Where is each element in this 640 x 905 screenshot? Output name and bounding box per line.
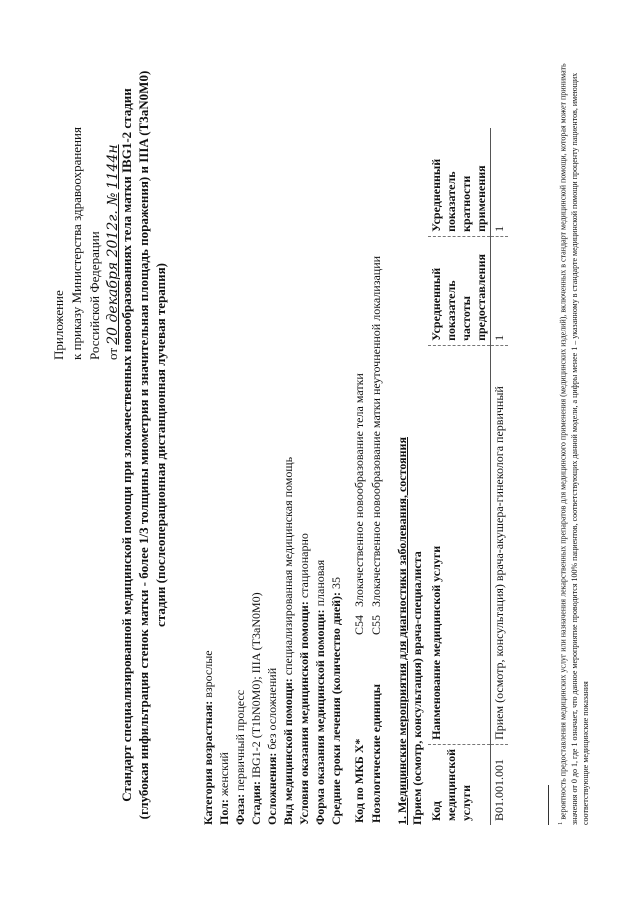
param-value: женский	[217, 752, 231, 800]
nosology-label: Нозологические единицы	[369, 683, 383, 823]
param-key: Осложнения:	[265, 752, 279, 825]
appendix-header	[50, 127, 122, 360]
service-code: B01.001.001	[491, 744, 509, 825]
param-age	[200, 457, 216, 825]
section-heading	[395, 437, 425, 825]
param-phase	[232, 457, 248, 825]
section-subtitle: Прием (осмотр, консультация) врача-специалиста	[410, 551, 424, 825]
param-conditions	[296, 457, 312, 825]
header-name: Наименование медицинской услуги	[428, 345, 491, 744]
param-stage	[248, 457, 264, 825]
param-care-type	[280, 457, 296, 825]
table-row	[491, 128, 509, 825]
appendix-from: от	[105, 347, 120, 360]
appendix-label: Приложение	[51, 290, 66, 360]
icd-name: Злокачественное новообразование тела матки	[352, 373, 366, 607]
footnote-divider	[548, 785, 549, 825]
param-sex	[216, 457, 232, 825]
param-key: Средние сроки лечения (количество дней):	[329, 591, 343, 825]
param-form	[312, 457, 328, 825]
icd-name: Злокачественное новообразование матки неуточненной локализации	[369, 255, 383, 607]
param-value: специализированная медицинская помощь	[281, 456, 295, 679]
footnote-text: вероятность предоставления медицинских услуг или назначения лекарственных препаратов для медицинского применения (медицинских изделий), включенных в стандарт медицинской помощи, которая может принимать значения от 0 до 1, где 1 означает, что данное мероприятие проводится 100% пациентов, соответствующих данной модели, а цифры менее 1 – указанному в стандарте медицинской помощи проценту пациентов, имеющих соответствующие медицинские показания	[558, 63, 590, 825]
param-value: 35	[329, 576, 343, 592]
param-duration	[328, 457, 344, 825]
service-frequency: 1	[491, 236, 509, 345]
footnote-mark: 1	[557, 821, 564, 825]
icd-codes	[350, 248, 386, 825]
section-title: 1. Медицинские мероприятия для диагностики заболевания, состояния	[395, 437, 409, 825]
services-table	[428, 128, 508, 825]
header-frequency: Усредненный показатель частоты предоставления	[428, 236, 491, 345]
param-key: Форма оказания медицинской помощи:	[313, 609, 327, 825]
appendix-date-handwritten: 20 декабря 2012г. №	[105, 192, 121, 345]
service-multiplicity: 1	[491, 128, 509, 237]
header-code: Код медицинской услуги	[428, 744, 491, 825]
document-title: Стандарт специализированной медицинской помощи при злокачественных новообразованиях тела матки IBG1-2 стадии (глубокая инфильтрация стенок матки - более 1/3 толщины миометрия и значительная площадь поражения) и IIIA (T3aN0M0) стадии (послеоперационная дистанционная лучевая терапия)	[119, 70, 168, 820]
param-value: взрослые	[201, 650, 215, 701]
param-key: Стадия:	[249, 780, 263, 825]
standard-parameters	[200, 457, 344, 825]
appendix-ministry-line: Российской Федерации	[87, 231, 102, 360]
param-key: Пол:	[217, 799, 231, 825]
icd-code: C54	[352, 614, 366, 635]
param-value: плановая	[313, 559, 327, 610]
param-key: Вид медицинской помощи:	[281, 678, 295, 825]
icd-code: C55	[369, 614, 383, 635]
service-name: Прием (осмотр, консультация) врача-акушера-гинеколога первичный	[491, 345, 509, 744]
header-multiplicity: Усредненный показатель кратности применения	[428, 128, 491, 237]
appendix-order-line: к приказу Министерства здравоохранения	[69, 127, 84, 360]
param-value: IBG1-2 (T1bN0M0); IIIA (T3aN0M0)	[249, 592, 263, 781]
icd-label: Код по МКБ X*	[352, 738, 366, 823]
param-value: стационарно	[297, 533, 311, 602]
param-key: Фаза:	[233, 793, 247, 825]
param-key: Категория возрастная:	[201, 700, 215, 825]
param-key: Условия оказания медицинской помощи:	[297, 601, 311, 825]
param-complications	[264, 457, 280, 825]
param-value: без осложнений	[265, 667, 279, 753]
footnote	[555, 35, 591, 825]
appendix-number-handwritten: 1144н	[105, 144, 121, 190]
table-header-row	[428, 128, 491, 825]
param-value: первичный процесс	[233, 689, 247, 794]
